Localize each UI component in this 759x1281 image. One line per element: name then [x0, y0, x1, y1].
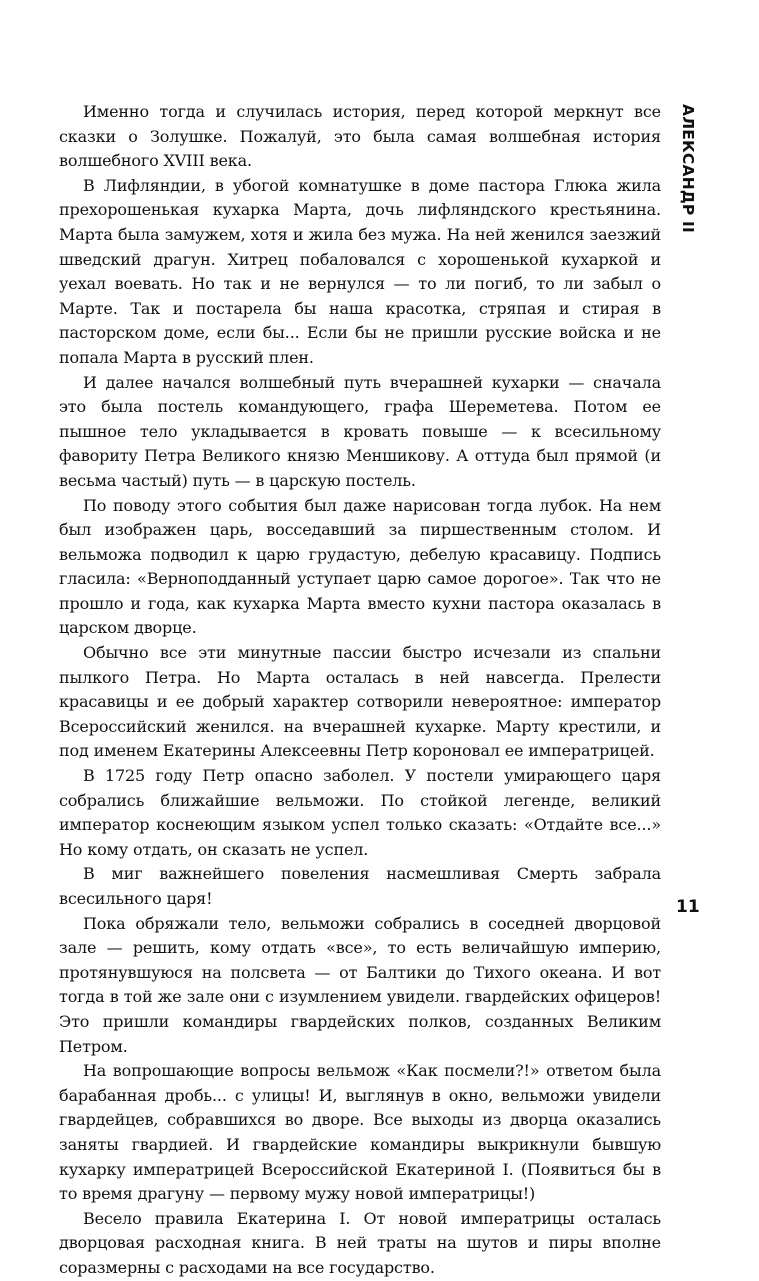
- paragraph: Обычно все эти минутные пассии быстро исчезали из спальни пылкого Петра. Но Марта осталась в ней навсегда. Прелести красавицы и ее добрый характер сотворили невероятное: император Всероссийский женился. на вчерашней кухарке. Марту крестили, и под именем Екатерины Алексеевны Петр короновал ее императрицей.: [59, 643, 661, 761]
- running-head-chapter-title: АЛЕКСАНДР II: [679, 104, 697, 233]
- paragraph: В Лифляндии, в убогой комнатушке в доме пастора Глюка жила прехорошенькая кухарка Марта, дочь лифляндского крестьянина. Марта была замужем, хотя и жила без мужа. На ней женился заезжий шведский драгун. Хитрец побаловался с хорошенькой кухаркой и уехал воевать. Но так и не вернулся — то ли погиб, то ли забыл о Марте. Так и постарела бы наша красотка, стряпая и стирая в пасторском доме, если бы... Если бы не пришли русские войска и не попала Марта в русский плен.: [59, 175, 661, 367]
- paragraph: По поводу этого события был даже нарисован тогда лубок. На нем был изображен царь, восседавший за пиршественным столом. И вельможа подводил к царю грудастую, дебелую красавицу. Подпись гласила: «Верноподданный уступает царю самое дорогое». Так что не прошло и года, как кухарка Марта вместо кухни пастора оказалась в царском дворце.: [59, 495, 661, 638]
- paragraph: Весело правила Екатерина I. От новой императрицы осталась дворцовая расходная книга. В ней траты на шутов и пиры вполне соразмерны с расходами на все государство.: [59, 1208, 661, 1277]
- paragraph: В миг важнейшего повеления насмешливая Смерть забрала всесильного царя!: [59, 864, 661, 908]
- body-text: [59, 100, 661, 1281]
- paragraph: Пока обряжали тело, вельможи собрались в соседней дворцовой зале — решить, кому отдать «все», то есть величайшую империю, протянувшуюся на полсвета — от Балтики до Тихого океана. И вот тогда в той же зале они с изумлением увидели. гвардейских офицеров! Это пришли командиры гвардейских полков, созданных Великим Петром.: [59, 913, 661, 1056]
- paragraph: Именно тогда и случилась история, перед которой меркнут все сказки о Золушке. Пожалуй, это была самая волшебная история волшебного XVIII века.: [59, 102, 661, 171]
- paragraph: В 1725 году Петр опасно заболел. У постели умирающего царя собрались ближайшие вельможи. По стойкой легенде, великий император коснеющим языком успел только сказать: «Отдайте все...» Но кому отдать, он сказать не успел.: [59, 766, 661, 859]
- page-number: 11: [676, 897, 700, 917]
- paragraph: На вопрошающие вопросы вельмож «Как посмели?!» ответом была барабанная дробь... с улицы! И, выглянув в окно, вельможи увидели гвардейцев, собравшихся во дворе. Все выходы из дворца оказались заняты гвардией. И гвардейские командиры выкрикнули бывшую кухарку императрицей Всероссийской Екатериной I. (Появиться бы в то время драгуну — первому мужу новой императрицы!): [59, 1061, 661, 1204]
- paragraph: И далее начался волшебный путь вчерашней кухарки — сначала это была постель командующего, графа Шереметева. Потом ее пышное тело укладывается в кровать повыше — к всесильному фавориту Петра Великого князю Меншикову. А оттуда был прямой (и весьма частый) путь — в царскую постель.: [59, 372, 661, 490]
